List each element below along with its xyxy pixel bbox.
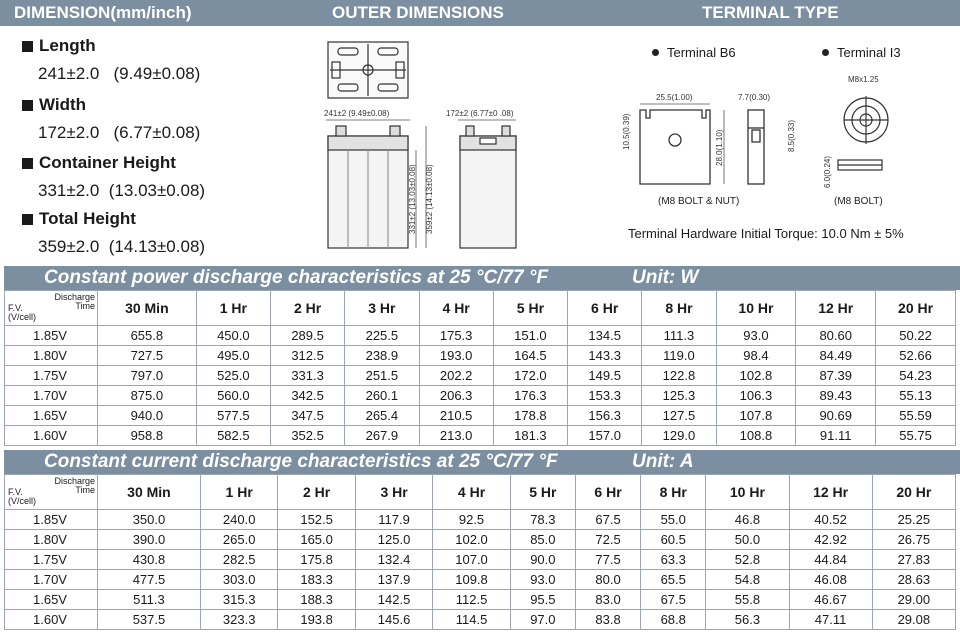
table-cell: 55.13	[876, 386, 956, 406]
column-header: 5 Hr	[493, 291, 567, 326]
table-cell: 56.3	[706, 610, 789, 630]
table-cell: 83.0	[575, 590, 640, 610]
dimension-total-height	[22, 209, 205, 257]
table-cell: 129.0	[642, 426, 716, 446]
table-cell: 260.1	[345, 386, 419, 406]
final-voltage-cell: 1.75V	[5, 550, 98, 570]
table-cell: 152.5	[278, 510, 355, 530]
table-cell: 92.5	[433, 510, 510, 530]
table-cell: 29.08	[872, 610, 955, 630]
total-height-label: 359±2 (14.13±0.08)	[425, 164, 434, 234]
table-cell: 342.5	[270, 386, 344, 406]
column-header: 30 Min	[98, 291, 197, 326]
dimension-value: 172±2.0 (6.77±0.08)	[38, 123, 201, 142]
table-cell: 54.8	[706, 570, 789, 590]
table-cell: 875.0	[98, 386, 197, 406]
table-cell: 577.5	[196, 406, 270, 426]
corner-cell	[5, 291, 98, 326]
table-cell: 265.0	[200, 530, 277, 550]
table-cell: 107.0	[433, 550, 510, 570]
terminal-b6-text: Terminal B6	[667, 45, 736, 60]
table-cell: 67.5	[641, 590, 706, 610]
table-cell: 430.8	[98, 550, 201, 570]
table-cell: 213.0	[419, 426, 493, 446]
current-discharge-table	[4, 474, 956, 630]
table-cell: 165.0	[278, 530, 355, 550]
table-cell: 52.8	[706, 550, 789, 570]
table-cell: 42.92	[789, 530, 872, 550]
table-cell: 50.0	[706, 530, 789, 550]
final-voltage-cell: 1.75V	[5, 366, 98, 386]
i3-thread-label: M8x1.25	[848, 75, 879, 84]
table-cell: 193.8	[278, 610, 355, 630]
table-row	[5, 406, 956, 426]
table-cell: 122.8	[642, 366, 716, 386]
table-cell: 149.5	[568, 366, 642, 386]
corner-top2-label: Time	[75, 301, 95, 311]
b6-slot-label: 8.5(0.33)	[787, 119, 796, 152]
table-cell: 114.5	[433, 610, 510, 630]
table-row	[5, 590, 956, 610]
table-cell: 178.8	[493, 406, 567, 426]
table-cell: 78.3	[510, 510, 575, 530]
final-voltage-cell: 1.85V	[5, 326, 98, 346]
b6-width-label: 25.5(1.00)	[656, 93, 693, 102]
table-cell: 55.0	[641, 510, 706, 530]
dimension-value: 241±2.0 (9.49±0.08)	[38, 64, 201, 83]
power-table-title: Constant power discharge characteristics at 25 °C/77 °F	[44, 267, 549, 288]
table-cell: 958.8	[98, 426, 197, 446]
table-row	[5, 366, 956, 386]
table-cell: 46.8	[706, 510, 789, 530]
table-row	[5, 386, 956, 406]
dimension-width	[22, 95, 200, 143]
power-discharge-table	[4, 290, 956, 446]
current-table-title: Constant current discharge characteristics at 25 °C/77 °F	[44, 451, 558, 472]
table-header-row	[5, 291, 956, 326]
table-cell: 289.5	[270, 326, 344, 346]
table-cell: 47.11	[789, 610, 872, 630]
bullet-square-icon	[22, 158, 33, 169]
terminal-b6-label	[652, 45, 736, 60]
terminal-b6-shape	[640, 110, 764, 184]
table-cell: 46.08	[789, 570, 872, 590]
column-header: 5 Hr	[510, 475, 575, 510]
table-row	[5, 346, 956, 366]
i3-caption: (M8 BOLT)	[834, 196, 883, 207]
table-cell: 157.0	[568, 426, 642, 446]
final-voltage-cell: 1.65V	[5, 590, 98, 610]
table-cell: 175.3	[419, 326, 493, 346]
dimension-title: DIMENSION(mm/inch)	[14, 3, 192, 22]
table-cell: 80.60	[796, 326, 876, 346]
table-cell: 106.3	[716, 386, 796, 406]
header-bar	[0, 0, 960, 26]
table-cell: 93.0	[716, 326, 796, 346]
table-cell: 537.5	[98, 610, 201, 630]
terminal-type-title: TERMINAL TYPE	[702, 3, 839, 22]
final-voltage-cell: 1.70V	[5, 570, 98, 590]
table-cell: 137.9	[355, 570, 432, 590]
table-cell: 560.0	[196, 386, 270, 406]
table-cell: 175.8	[278, 550, 355, 570]
dimension-container-height	[22, 153, 205, 201]
table-cell: 797.0	[98, 366, 197, 386]
table-cell: 102.8	[716, 366, 796, 386]
dimension-label: Container Height	[39, 153, 176, 172]
table-cell: 40.52	[789, 510, 872, 530]
table-cell: 323.3	[200, 610, 277, 630]
column-header: 1 Hr	[200, 475, 277, 510]
final-voltage-cell: 1.70V	[5, 386, 98, 406]
column-header: 20 Hr	[876, 291, 956, 326]
torque-note: Terminal Hardware Initial Torque: 10.0 Nm ± 5%	[628, 226, 904, 241]
table-cell: 727.5	[98, 346, 197, 366]
table-cell: 582.5	[196, 426, 270, 446]
table-cell: 134.5	[568, 326, 642, 346]
table-cell: 67.5	[575, 510, 640, 530]
table-cell: 125.0	[355, 530, 432, 550]
table-cell: 90.0	[510, 550, 575, 570]
table-cell: 25.25	[872, 510, 955, 530]
table-cell: 940.0	[98, 406, 197, 426]
table-cell: 188.3	[278, 590, 355, 610]
table-cell: 265.4	[345, 406, 419, 426]
outer-dimensions-drawing	[316, 34, 536, 256]
b6-thickness-label: 7.7(0.30)	[738, 93, 771, 102]
column-header: 20 Hr	[872, 475, 955, 510]
table-cell: 26.75	[872, 530, 955, 550]
current-table-header	[4, 450, 960, 474]
column-header: 2 Hr	[270, 291, 344, 326]
table-cell: 477.5	[98, 570, 201, 590]
dimension-label: Width	[39, 95, 87, 114]
table-cell: 117.9	[355, 510, 432, 530]
table-cell: 238.9	[345, 346, 419, 366]
table-cell: 127.5	[642, 406, 716, 426]
terminal-i3-label	[822, 45, 901, 60]
dimension-label: Total Height	[39, 209, 136, 228]
table-header-row	[5, 475, 956, 510]
table-cell: 87.39	[796, 366, 876, 386]
table-cell: 93.0	[510, 570, 575, 590]
table-cell: 202.2	[419, 366, 493, 386]
table-cell: 91.11	[796, 426, 876, 446]
column-header: 12 Hr	[796, 291, 876, 326]
terminal-i3-text: Terminal I3	[837, 45, 901, 60]
table-cell: 312.5	[270, 346, 344, 366]
table-cell: 112.5	[433, 590, 510, 610]
table-cell: 495.0	[196, 346, 270, 366]
table-row	[5, 530, 956, 550]
table-cell: 52.66	[876, 346, 956, 366]
bullet-square-icon	[22, 41, 33, 52]
column-header: 6 Hr	[575, 475, 640, 510]
dimension-label: Length	[39, 36, 96, 55]
table-cell: 525.0	[196, 366, 270, 386]
table-cell: 80.0	[575, 570, 640, 590]
b6-caption: (M8 BOLT & NUT)	[658, 196, 740, 207]
dimension-length	[22, 36, 200, 84]
final-voltage-cell: 1.80V	[5, 530, 98, 550]
table-cell: 303.0	[200, 570, 277, 590]
table-cell: 176.3	[493, 386, 567, 406]
table-cell: 210.5	[419, 406, 493, 426]
table-cell: 54.23	[876, 366, 956, 386]
column-header: 4 Hr	[433, 475, 510, 510]
table-cell: 27.83	[872, 550, 955, 570]
table-cell: 97.0	[510, 610, 575, 630]
column-header: 4 Hr	[419, 291, 493, 326]
table-cell: 251.5	[345, 366, 419, 386]
table-cell: 181.3	[493, 426, 567, 446]
bullet-square-icon	[22, 100, 33, 111]
table-cell: 143.3	[568, 346, 642, 366]
table-cell: 77.5	[575, 550, 640, 570]
front-width-label: 241±2 (9.49±0.08)	[324, 109, 390, 118]
table-cell: 55.8	[706, 590, 789, 610]
table-row	[5, 510, 956, 530]
table-cell: 111.3	[642, 326, 716, 346]
column-header: 2 Hr	[278, 475, 355, 510]
terminal-i3-shape	[838, 96, 888, 170]
table-cell: 72.5	[575, 530, 640, 550]
column-header: 12 Hr	[789, 475, 872, 510]
battery-top-view	[328, 42, 408, 98]
table-row	[5, 570, 956, 590]
table-cell: 107.8	[716, 406, 796, 426]
table-cell: 655.8	[98, 326, 197, 346]
column-header: 10 Hr	[706, 475, 789, 510]
battery-front-view	[328, 126, 408, 248]
table-cell: 350.0	[98, 510, 201, 530]
dimension-value: 359±2.0 (14.13±0.08)	[38, 237, 206, 256]
table-cell: 142.5	[355, 590, 432, 610]
column-header: 1 Hr	[196, 291, 270, 326]
bullet-square-icon	[22, 214, 33, 225]
table-cell: 164.5	[493, 346, 567, 366]
table-row	[5, 550, 956, 570]
column-header: 6 Hr	[568, 291, 642, 326]
b6-height-label: 28.0(1.10)	[715, 129, 724, 166]
corner-top-label: Discharge	[54, 292, 95, 302]
table-cell: 46.67	[789, 590, 872, 610]
table-cell: 109.8	[433, 570, 510, 590]
table-cell: 90.69	[796, 406, 876, 426]
corner-bottom-label: F.V.	[8, 487, 23, 497]
table-cell: 84.49	[796, 346, 876, 366]
column-header: 30 Min	[98, 475, 201, 510]
table-cell: 193.0	[419, 346, 493, 366]
side-width-label: 172±2 (6.77±0 .08)	[446, 109, 514, 118]
table-cell: 44.84	[789, 550, 872, 570]
table-cell: 55.59	[876, 406, 956, 426]
column-header: 3 Hr	[355, 475, 432, 510]
table-cell: 119.0	[642, 346, 716, 366]
table-cell: 390.0	[98, 530, 201, 550]
corner-bottom2-label: (V/cell)	[8, 312, 37, 322]
table-cell: 450.0	[196, 326, 270, 346]
table-cell: 125.3	[642, 386, 716, 406]
table-cell: 68.8	[641, 610, 706, 630]
table-cell: 267.9	[345, 426, 419, 446]
table-row	[5, 610, 956, 630]
i3-depth-label: 6.0(0.24)	[823, 155, 832, 188]
column-header: 3 Hr	[345, 291, 419, 326]
table-cell: 85.0	[510, 530, 575, 550]
column-header: 10 Hr	[716, 291, 796, 326]
table-cell: 102.0	[433, 530, 510, 550]
table-cell: 55.75	[876, 426, 956, 446]
final-voltage-cell: 1.80V	[5, 346, 98, 366]
corner-cell	[5, 475, 98, 510]
battery-side-view	[460, 126, 516, 248]
bullet-dot-icon	[822, 49, 829, 56]
final-voltage-cell: 1.60V	[5, 610, 98, 630]
table-cell: 225.5	[345, 326, 419, 346]
current-table-unit: Unit: A	[632, 451, 694, 472]
dimension-value: 331±2.0 (13.03±0.08)	[38, 181, 206, 200]
terminal-b6-drawing	[616, 68, 816, 214]
corner-bottom-label: F.V.	[8, 303, 23, 313]
outer-dimensions-title: OUTER DIMENSIONS	[332, 3, 504, 22]
power-table-unit: Unit: W	[632, 267, 699, 288]
power-table-header	[4, 266, 960, 290]
terminal-i3-drawing	[820, 68, 930, 214]
table-cell: 132.4	[355, 550, 432, 570]
final-voltage-cell: 1.85V	[5, 510, 98, 530]
table-cell: 347.5	[270, 406, 344, 426]
table-cell: 145.6	[355, 610, 432, 630]
table-cell: 83.8	[575, 610, 640, 630]
table-row	[5, 426, 956, 446]
table-cell: 151.0	[493, 326, 567, 346]
table-cell: 240.0	[200, 510, 277, 530]
table-cell: 331.3	[270, 366, 344, 386]
table-cell: 183.3	[278, 570, 355, 590]
table-row	[5, 326, 956, 346]
table-cell: 156.3	[568, 406, 642, 426]
b6-left-height-label: 10.5(0.39)	[622, 113, 631, 150]
table-cell: 282.5	[200, 550, 277, 570]
table-cell: 315.3	[200, 590, 277, 610]
table-cell: 60.5	[641, 530, 706, 550]
table-cell: 206.3	[419, 386, 493, 406]
final-voltage-cell: 1.65V	[5, 406, 98, 426]
corner-top-label: Discharge	[54, 476, 95, 486]
table-cell: 28.63	[872, 570, 955, 590]
table-cell: 65.5	[641, 570, 706, 590]
table-cell: 98.4	[716, 346, 796, 366]
table-cell: 108.8	[716, 426, 796, 446]
table-cell: 50.22	[876, 326, 956, 346]
table-cell: 172.0	[493, 366, 567, 386]
final-voltage-cell: 1.60V	[5, 426, 98, 446]
table-cell: 89.43	[796, 386, 876, 406]
table-cell: 95.5	[510, 590, 575, 610]
table-cell: 153.3	[568, 386, 642, 406]
column-header: 8 Hr	[641, 475, 706, 510]
container-height-label: 331±2 (13.03±0.08)	[408, 164, 417, 234]
column-header: 8 Hr	[642, 291, 716, 326]
table-cell: 63.3	[641, 550, 706, 570]
corner-bottom2-label: (V/cell)	[8, 496, 37, 506]
bullet-dot-icon	[652, 49, 659, 56]
corner-top2-label: Time	[75, 485, 95, 495]
table-cell: 511.3	[98, 590, 201, 610]
table-cell: 352.5	[270, 426, 344, 446]
table-cell: 29.00	[872, 590, 955, 610]
